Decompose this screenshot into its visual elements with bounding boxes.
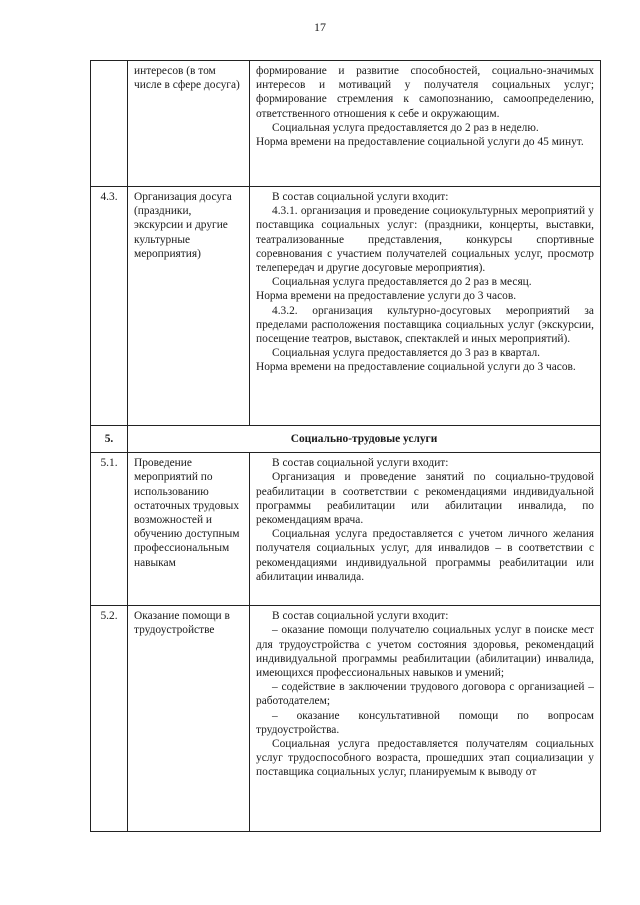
table-row [91, 61, 601, 187]
description-paragraph: Социальная услуга предоставляется до 2 раз в месяц. [272, 276, 532, 289]
section-number: 5. [91, 426, 128, 453]
description-paragraph: В состав социальной услуги входит: [272, 457, 449, 470]
description-paragraph: Социальная услуга предоставляется с учетом личного желания получателя социальных услуг, для инвалидов – в соответствии с рекомендациями индивидуальной программы реабилитации или абилитации инвалида. [256, 528, 594, 583]
description-paragraph: Норма времени на предоставление социальной услуги до 45 минут. [256, 136, 584, 149]
description-paragraph: 4.3.2. организация культурно-досуговых мероприятий за пределами расположения поставщика социальных услуг (экскурсии, посещение театров, выставок, спектаклей и иных мероприятий). [256, 304, 594, 346]
table-row [91, 187, 601, 426]
description-paragraph: 4.3.1. организация и проведение социокультурных мероприятий у поставщика социальных услуг: (праздники, концерты, выставки, театрализованные представления, конкурсы спортивные соревнования с участием получателей социальных услуг, просмотр телепередач и другие досуговые мероприятия). [256, 205, 594, 275]
service-name: Организация досуга (праздники, экскурсии и другие культурные мероприятия) [128, 187, 250, 426]
description-paragraph: Социальная услуга предоставляется до 2 раз в неделю. [272, 121, 539, 134]
service-description [250, 187, 601, 426]
service-name: Оказание помощи в трудоустройстве [128, 606, 250, 832]
table-row [91, 453, 601, 606]
table-row [91, 606, 601, 832]
services-table-body [91, 61, 601, 832]
description-paragraph: В состав социальной услуги входит: [272, 191, 449, 203]
description-paragraph: формирование и развитие способностей, социально-значимых интересов и мотиваций у получателя социальных услуг; формирование стремления к самопознанию, самоопределению, ответственного отношения к себе и окружающим. [256, 65, 594, 120]
row-number: 5.2. [91, 606, 128, 832]
section-header-row [91, 426, 601, 453]
description-paragraph: – оказание помощи получателю социальных услуг в поиске мест для трудоустройства с учетом состояния здоровья, рекомендаций индивидуальной программы реабилитации (абилитации) инвалида, имеющихся профессиональных навыков и умений; [256, 624, 594, 680]
description-paragraph: Социальная услуга предоставляется получателям социальных услуг трудоспособного возраста, прошедших этап социализации у поставщика социальных услуг, планируемым к выводу от [256, 738, 594, 779]
description-paragraph: – содействие в заключении трудового договора с организацией – работодателем; [256, 681, 594, 708]
section-title: Социально-трудовые услуги [128, 426, 601, 453]
description-paragraph: Социальная услуга предоставляется до 3 раз в квартал. [272, 347, 541, 360]
row-number: 5.1. [91, 453, 128, 606]
service-name: интересов (в том числе в сфере досуга) [128, 61, 250, 187]
page-number: 17 [314, 20, 326, 34]
description-paragraph: В состав социальной услуги входит: [272, 610, 449, 623]
description-paragraph: Организация и проведение занятий по социально-трудовой реабилитации в соответствии с рекомендациями индивидуальной программы реабилитации или абилитации инвалида, по рекомендациям врача. [256, 471, 594, 527]
service-description [250, 61, 601, 187]
row-number [91, 61, 128, 187]
row-number: 4.3. [91, 187, 128, 426]
description-paragraph: – оказание консультативной помощи по вопросам трудоустройства. [256, 709, 594, 736]
description-paragraph: Норма времени на предоставление социальной услуги до 3 часов. [256, 361, 576, 374]
service-description [250, 606, 601, 832]
services-table [90, 60, 601, 832]
service-name: Проведение мероприятий по использованию остаточных трудовых возможностей и обучению доступным профессиональным навыкам [128, 453, 250, 606]
service-description [250, 453, 601, 606]
description-paragraph: Норма времени на предоставление услуги до 3 часов. [256, 290, 517, 303]
